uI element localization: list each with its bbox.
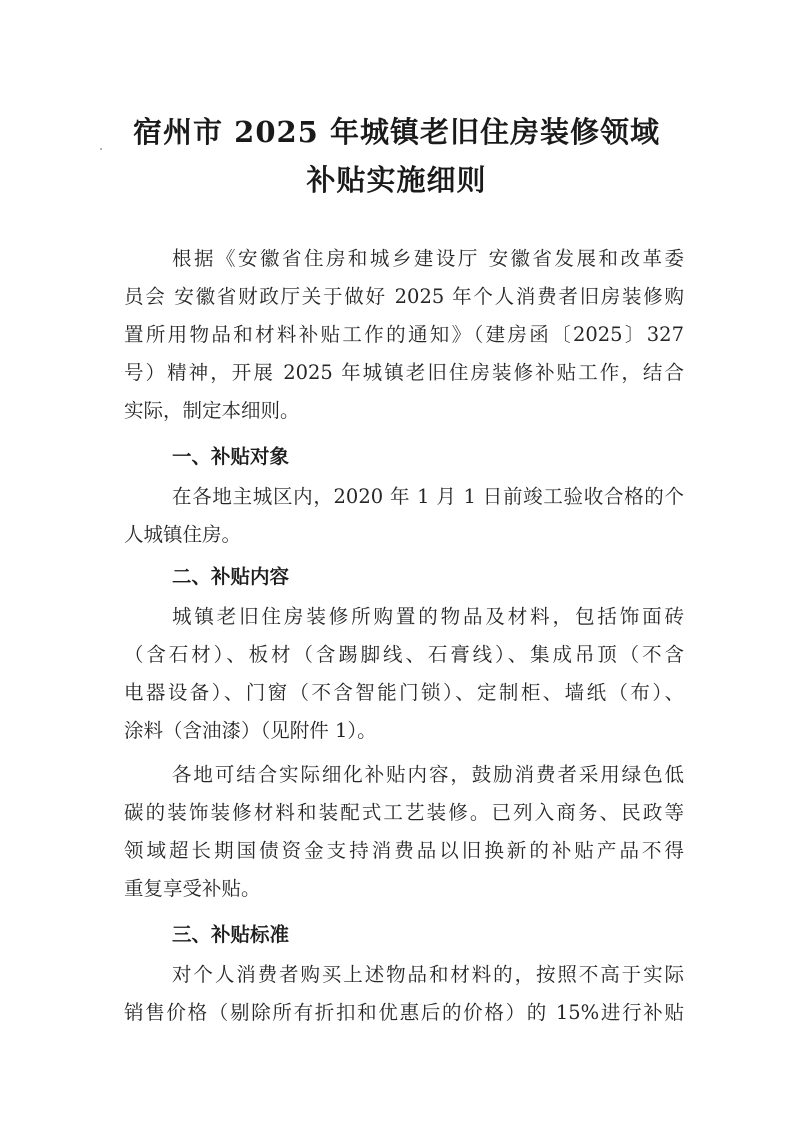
- intro-line: 号）精神，开展 2025 年城镇老旧住房装修补贴工作，结合: [124, 361, 684, 384]
- section-2-line: 重复享受补贴。: [124, 877, 261, 900]
- section-1-heading: 一、补贴对象: [172, 445, 290, 468]
- section-3-heading: 三、补贴标准: [172, 923, 290, 946]
- section-3-line: 对个人消费者购买上述物品和材料的，按照不高于实际: [172, 963, 684, 986]
- document-title-line-1: 宿州市 2025 年城镇老旧住房装修领域: [133, 115, 660, 149]
- section-2-line: 电器设备）、门窗（不含智能门锁）、定制柜、墙纸（布）、: [124, 681, 684, 704]
- section-2-line: 城镇老旧住房装修所购置的物品及材料，包括饰面砖: [172, 605, 684, 628]
- section-2-heading: 二、补贴内容: [172, 565, 290, 588]
- section-2-line: 涂料（含油漆）（见附件 1）。: [124, 719, 377, 742]
- intro-line: 根据《安徽省住房和城乡建设厅 安徽省发展和改革委: [172, 247, 684, 270]
- section-1-paragraph: [124, 478, 684, 554]
- section-3-line: 销售价格（剔除所有折扣和优惠后的价格）的 15%进行补贴: [124, 1001, 684, 1024]
- section-1-line: 在各地主城区内，2020 年 1 月 1 日前竣工验收合格的个: [172, 485, 684, 508]
- intro-paragraph: [124, 240, 684, 430]
- section-2-paragraph-2: [124, 756, 684, 908]
- section-2-line: 各地可结合实际细化补贴内容，鼓励消费者采用绿色低: [172, 763, 684, 786]
- document-title-line-2: 补贴实施细则: [306, 163, 487, 197]
- section-1-line: 人城镇住房。: [124, 523, 242, 546]
- intro-line: 置所用物品和材料补贴工作的通知》（建房函〔2025〕327: [124, 323, 684, 346]
- section-2-line: 领域超长期国债资金支持消费品以旧换新的补贴产品不得: [124, 839, 684, 862]
- intro-line: 实际，制定本细则。: [124, 399, 300, 422]
- section-2-line: （含石材）、板材（含踢脚线、石膏线）、集成吊顶（不含: [124, 643, 684, 666]
- section-3-paragraph: [124, 956, 684, 1032]
- section-2-paragraph-1: [124, 598, 684, 750]
- intro-line: 员会 安徽省财政厅关于做好 2025 年个人消费者旧房装修购: [124, 285, 684, 308]
- section-2-line: 碳的装饰装修材料和装配式工艺装修。已列入商务、民政等: [124, 801, 684, 824]
